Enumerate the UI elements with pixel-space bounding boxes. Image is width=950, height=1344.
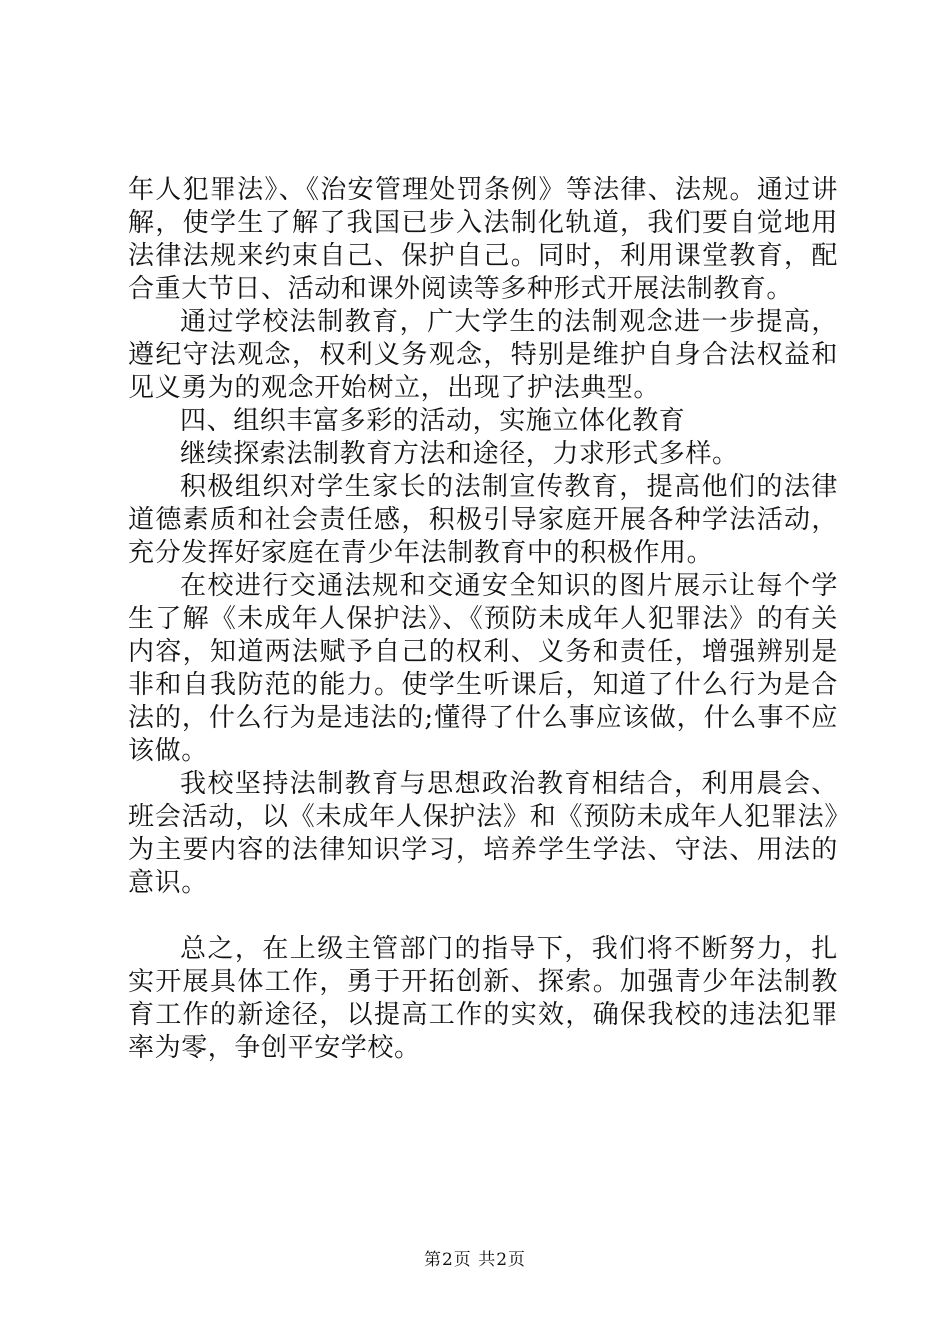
paragraph-conclusion: 总之，在上级主管部门的指导下，我们将不断努力，扎实开展具体工作，勇于开拓创新、探索。加强青少年法制教育工作的新途径，以提高工作的实效，确保我校的违法犯罪率为零，争创平安学校。 — [128, 934, 838, 1063]
paragraph-political-education: 我校坚持法制教育与思想政治教育相结合，利用晨会、班会活动，以《未成年人保护法》和《预防未成年人犯罪法》为主要内容的法律知识学习，培养学生学法、守法、用法的意识。 — [128, 769, 838, 898]
section-heading-activities: 四、组织丰富多彩的活动，实施立体化教育 — [180, 406, 686, 436]
page-number-footer: 第2页 共2页 — [423, 1250, 527, 1270]
paragraph-parent-education: 积极组织对学生家长的法制宣传教育，提高他们的法律道德素质和社会责任感，积极引导家庭开展各种学法活动，充分发挥好家庭在青少年法制教育中的积极作用。 — [128, 472, 838, 568]
paragraph-explore-methods: 继续探索法制教育方法和途径，力求形式多样。 — [180, 439, 739, 469]
paragraph-traffic-safety: 在校进行交通法规和交通安全知识的图片展示让每个学生了解《未成年人保护法》、《预防未成年人犯罪法》的有关内容，知道两法赋予自己的权利、义务和责任，增强辨别是非和自我防范的能力。使学生听课后，知道了什么行为是合法的，什么行为是违法的;懂得了什么事应该做，什么事不应该做。 — [128, 571, 838, 766]
paragraph-continuation: 年人犯罪法》、《治安管理处罚条例》等法律、法规。通过讲解，使学生了解了我国已步入法制化轨道，我们要自觉地用法律法规来约束自己、保护自己。同时，利用课堂教育，配合重大节日、活动和课外阅读等多种形式开展法制教育。 — [128, 175, 838, 304]
paragraph-legal-awareness: 通过学校法制教育，广大学生的法制观念进一步提高，遵纪守法观念，权利义务观念，特别是维护自身合法权益和见义勇为的观念开始树立，出现了护法典型。 — [128, 307, 838, 403]
document-body — [128, 174, 838, 1065]
